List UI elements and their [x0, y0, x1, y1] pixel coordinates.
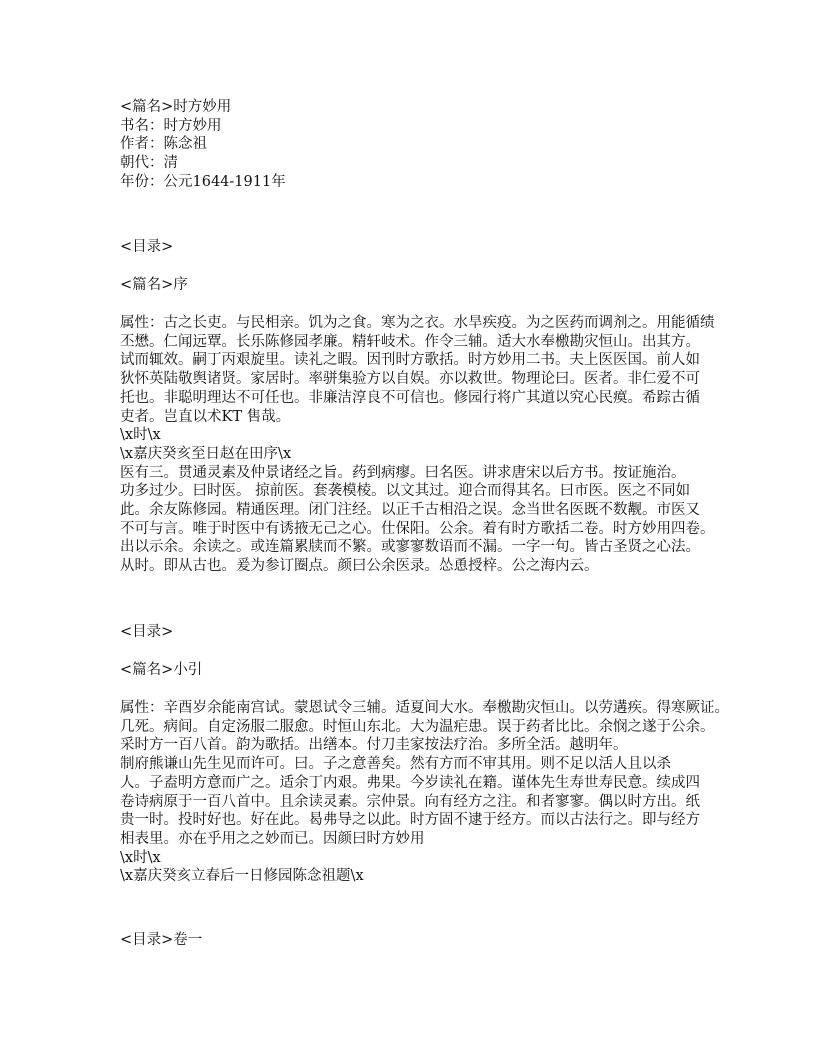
meta-line: 朝代：清	[120, 155, 178, 172]
paragraph-line: 不可与言。唯于时医中有诱掖无己之心。仕保阳。公余。着有时方歌括二卷。时方妙用四卷。	[120, 520, 715, 537]
meta-line: 年份：公元1644-1911年	[120, 173, 286, 190]
paragraph-line: 人。子盍明方意而广之。适余丁内艰。弗果。今岁读礼在籍。谨体先生寿世寿民意。续成四	[120, 774, 700, 791]
section-title: <篇名>序	[120, 277, 188, 293]
book-metadata	[120, 98, 286, 192]
section-title: <篇名>小引	[120, 662, 203, 678]
paragraph-line: \x时\x	[120, 849, 161, 866]
paragraph-line: 采时方一百八首。韵为歌括。出缮本。付刀圭家按法疗治。多所全活。越明年。	[120, 737, 628, 754]
paragraph-line: 医有三。贯通灵素及仲景诸经之旨。药到病瘳。曰名医。讲求唐宋以后方书。按证施治。	[120, 464, 686, 481]
paragraph-line: 几死。病间。自定汤服二服愈。时恒山东北。大为温疟患。误于药者比比。余悯之遂于公余。	[120, 718, 715, 735]
paragraph-line: 贵一时。投时好也。好在此。曷弗导之以此。时方固不逮于经方。而以古法行之。即与经方	[120, 812, 700, 829]
paragraph-line: 吏者。岂直以术KT 售哉。	[120, 408, 291, 425]
toc-heading: <目录>	[120, 239, 174, 255]
meta-line: 书名：时方妙用	[120, 117, 222, 134]
paragraph-line: 属性：辛酉岁余能南宫试。蒙恩试令三辅。适夏间大水。奉檄勘灾恒山。以劳遘疾。得寒厥证。	[120, 700, 729, 716]
paragraph-line: 卷诗病原于一百八首中。且余读灵素。宗仲景。向有经方之注。和者寥寥。偶以时方出。纸	[120, 793, 700, 810]
paragraph-line: \x嘉庆癸亥至日赵在田序\x	[120, 445, 292, 462]
paragraph-line: 从时。即从古也。爰为参订圈点。颜曰公余医录。怂恿授梓。公之海内云。	[120, 558, 599, 575]
paragraph-line: 相表里。亦在乎用之之妙而已。因颜曰时方妙用	[120, 830, 425, 847]
meta-line: <篇名>时方妙用	[120, 99, 232, 115]
paragraph-line: 狄怀英陆敬舆诸贤。家居时。率骈集验方以自娱。亦以救世。物理论曰。医者。非仁爱不可	[120, 371, 700, 388]
paragraph-line: 功多过少。曰时医。 掠前医。套袭模棱。以文其过。迎合而得其名。曰市医。医之不同如	[120, 483, 691, 500]
paragraph-line: 属性：古之长吏。与民相亲。饥为之食。寒为之衣。水旱疾疫。为之医药而调剂之。用能循绩	[120, 315, 715, 331]
toc-heading: <目录>	[120, 624, 174, 640]
paragraph-line: \x嘉庆癸亥立春后一日修园陈念祖题\x	[120, 868, 364, 885]
section-body	[120, 314, 715, 576]
paragraph-line: 试而辄效。嗣丁丙艰旋里。读礼之暇。因刊时方歌括。时方妙用二书。夫上医医国。前人如	[120, 352, 700, 369]
paragraph-line: 托也。非聪明理达不可任也。非廉洁淳良不可信也。修园行将广其道以究心民瘼。希踪古循	[120, 389, 700, 406]
paragraph-line: 出以示余。余读之。或连篇累牍而不繁。或寥寥数语而不漏。一字一句。皆古圣贤之心法。	[120, 539, 700, 556]
paragraph-line: \x时\x	[120, 427, 161, 444]
paragraph-line: 此。余友陈修园。精通医理。闭门注经。以正千古相沿之误。念当世名医既不数觏。市医又	[120, 502, 700, 519]
section-body	[120, 699, 729, 886]
meta-line: 作者：陈念祖	[120, 136, 207, 153]
paragraph-line: 制府熊谦山先生见而许可。曰。子之意善矣。然有方而不审其用。则不足以活人且以杀	[120, 756, 671, 773]
toc-heading: <目录>卷一	[120, 932, 203, 948]
paragraph-line: 丕懋。仁闻远覃。长乐陈修园孝廉。精轩岐术。作令三辅。适大水奉檄勘灾恒山。出其方。	[120, 333, 700, 350]
